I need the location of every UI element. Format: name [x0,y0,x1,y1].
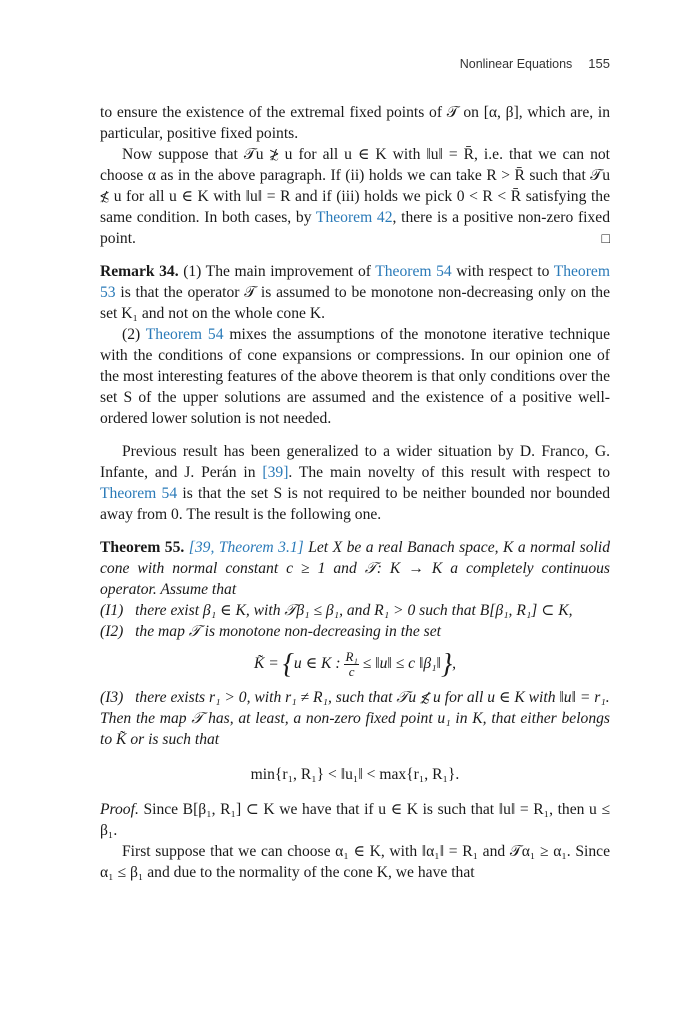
i3-text: there exists r₁ > 0, with r₁ ≠ R₁, such that 𝒯u ≴ u for all u ∈ K with ‖u‖ = r₁. [135,689,610,706]
disp-right: ≤ ‖u‖ ≤ c ‖β₁‖ [358,655,441,673]
remark-text-1c: is that the operator 𝒯 is assumed to be monotone non-decreasing only on the set K₁ and not on the whole cone K. [100,284,610,322]
display-equation-min-max: min{r₁, R₁} < ‖u₁‖ < max{r₁, R₁}. [250,766,460,783]
condition-i1 [100,600,610,621]
citation-39-link[interactable]: [39] [262,464,289,481]
proof-paragraph-2: First suppose that we can choose α₁ ∈ K, with ‖α₁‖ = R₁ and 𝒯α₁ ≥ α₁. Since α₁ ≤ β₁ and due to the normality of the cone K, we have that [100,843,610,881]
i1-label: (I1) [100,602,124,619]
p2-text-b: , there is a positive non-zero fixed point. [100,209,610,247]
disp-end: , [452,655,457,673]
theorem-ref-link[interactable]: [39, Theorem 3.1] [188,539,304,556]
p2-text-a: Now suppose that 𝒯u ≵ u for all u ∈ K with ‖u‖ = R̄, i.e. that we can not choose α as in the above paragraph. If (ii) holds we can take R > R̄ such that 𝒯u ≴ u for all u ∈ K with ‖u‖ = R and if (iii) holds we pick 0 < R < R̄ satisfying the same condition. In both cases, by [100,146,610,226]
i3-label: (I3) [100,689,124,706]
disp-left: K̃ = [253,655,283,673]
p3-text-a: Previous result has been generalized to a wider situation by D. Franco, G. Infante, and J. Perán in [100,443,610,481]
fraction [344,650,358,679]
disp-set: u ∈ K : [293,655,341,673]
theorem-55 [100,537,610,600]
remark-label: Remark 34. [100,263,179,280]
theorem-54-link-2[interactable]: Theorem 54 [145,326,224,343]
running-header [460,56,610,71]
paragraph-continuation: to ensure the existence of the extremal fixed points of 𝒯 on [α, β], which are, in particular, positive fixed points. [100,104,610,142]
i1-text: there exist β₁ ∈ K, with 𝒯β₁ ≤ β₁, and R₁ > 0 such that B[β₁, R₁] ⊂ K, [135,602,573,619]
theorem-conclusion: Then the map 𝒯 has, at least, a non-zero fixed point u₁ in K, that either belongs to K̃ or is such that [100,710,610,748]
remark-text-1b: with respect to [451,263,554,280]
qed-symbol: □ [601,232,610,247]
proof-label: Proof. [100,801,139,818]
fraction-numerator: R₁ [345,649,358,664]
remark-34 [100,261,610,324]
paragraph-suppose [100,144,610,249]
running-title: Nonlinear Equations [459,57,573,71]
page-number: 155 [588,56,610,71]
p3-text-b: . The main novelty of this result with respect to [288,464,610,481]
i2-text: the map 𝒯 is monotone non-decreasing in the set [135,623,441,640]
page-body [100,102,610,883]
condition-i3 [100,687,610,708]
display-equation-k-tilde [100,650,610,679]
p3-text-c: is that the set S is not required to be neither bounded nor bounded away from 0. The result is the following one. [100,485,610,523]
remark-part-2 [100,324,610,429]
theorem-54-link[interactable]: Theorem 54 [375,263,452,280]
paragraph-previous-result [100,441,610,525]
i2-label: (I2) [100,623,124,640]
theorem-42-link[interactable]: Theorem 42 [315,209,393,226]
remark-text-1a: (1) The main improvement of [178,263,376,280]
right-brace: } [440,649,453,680]
theorem-54-link-3[interactable]: Theorem 54 [100,485,178,502]
left-brace: { [282,649,294,680]
theorem-53-link[interactable]: Theorem 53 [100,263,610,301]
proof-paragraph [100,799,610,841]
theorem-label: Theorem 55. [100,539,185,556]
remark-text-2a: (2) [122,326,146,343]
condition-i2 [100,621,610,642]
fraction-denominator: c [348,664,355,679]
remark-text-2b: mixes the assumptions of the monotone iterative technique with the conditions of cone expansions or compressions. In our opinion one of the most interesting features of the above theorem is that only conditions over the set S of the upper solutions are assumed and the existence of a positive well-ordered lower solution is not needed. [100,326,610,427]
proof-text-1: Since B[β₁, R₁] ⊂ K we have that if u ∈ K is such that ‖u‖ = R₁, then u ≤ β₁. [100,801,610,839]
theorem-intro: Let X be a real Banach space, K a normal solid cone with normal constant c ≥ 1 and 𝒯: K → K a completely continuous operator. Assume that [100,539,611,598]
